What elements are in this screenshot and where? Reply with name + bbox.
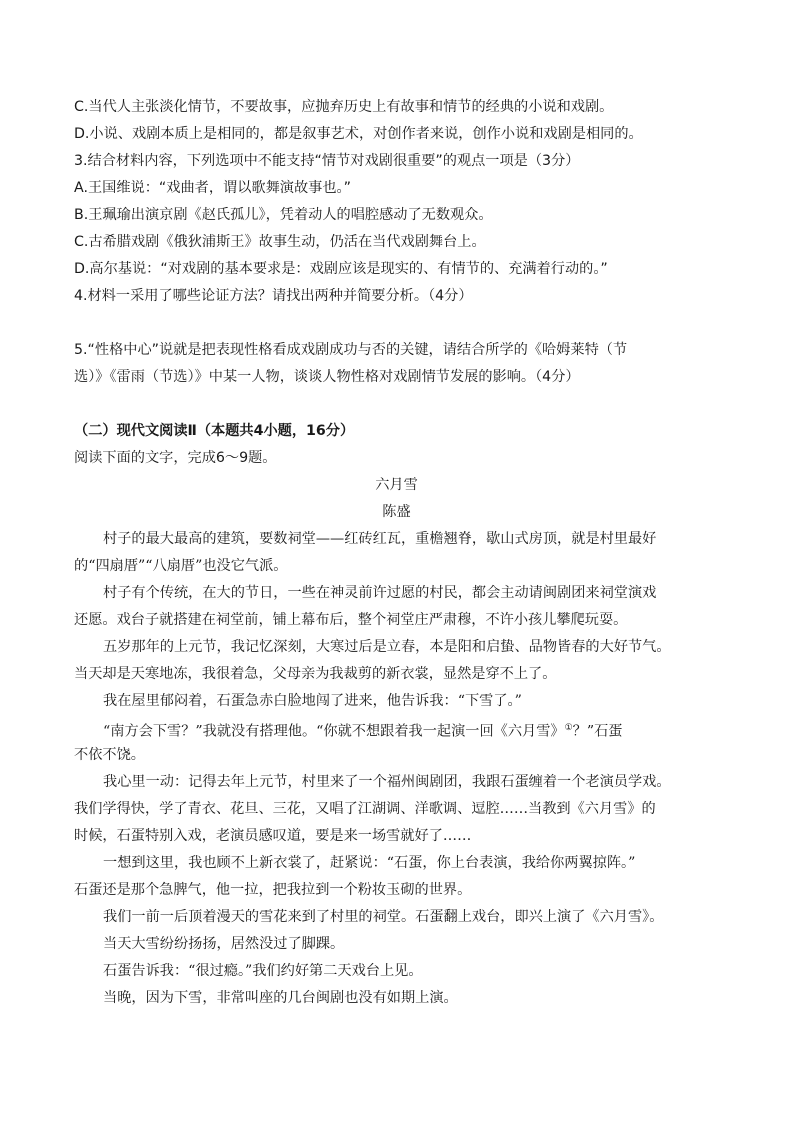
question-3: 3.结合材料内容，下列选项中不能支持“情节对戏剧很重要”的观点一项是（3分） — [74, 153, 580, 169]
option-d-q2: D.小说、戏剧本质上是相同的，都是叙事艺术，对创作者来说，创作小说和戏剧是相同的。 — [74, 126, 643, 142]
question-5-line-1: 5.“性格中心”说就是把表现性格看成戏剧成功与否的关键，请结合所学的《哈姆莱特（节 — [74, 342, 628, 358]
story-line: 我在屋里郁闷着，石蛋急赤白脸地闯了进来，他告诉我：“下雪了。” — [103, 693, 522, 709]
section-heading: （二）现代文阅读Ⅱ（本题共4小题，16分） — [74, 423, 355, 439]
story-line: 五岁那年的上元节，我记忆深刻，大寒过后是立春，本是阳和启蛰、品物皆春的大好节气。 — [103, 639, 671, 655]
story-author: 陈盛 — [382, 504, 411, 520]
story-title: 六月雪 — [375, 477, 418, 493]
story-line: 一想到这里，我也顾不上新衣裳了，赶紧说：“石蛋，你上台表演，我给你两翼掠阵。” — [103, 855, 636, 871]
story-line: 村子有个传统，在大的节日，一些在神灵前许过愿的村民，都会主动请闽剧团来祠堂演戏 — [103, 585, 657, 601]
reading-instruction: 阅读下面的文字，完成6～9题。 — [74, 450, 277, 466]
story-line: 不依不饶。 — [74, 747, 145, 763]
option-d-q3: D.高尔基说：“对戏剧的基本要求是：戏剧应该是现实的、有情节的、充满着行动的。” — [74, 261, 608, 277]
footnote-marker: ① — [564, 723, 573, 733]
story-line: 石蛋告诉我：“很过瘾。”我们约好第二天戏台上见。 — [103, 963, 423, 979]
option-a-q3: A.王国维说：“戏曲者，谓以歌舞演故事也。” — [74, 180, 351, 196]
story-line — [103, 718, 622, 742]
story-line: 当天却是天寒地冻，我很着急，父母亲为我裁剪的新衣裳，显然是穿不上了。 — [74, 666, 557, 682]
story-line: 还愿。戏台子就搭建在祠堂前，铺上幕布后，整个祠堂庄严肃穆，不许小孩儿攀爬玩耍。 — [74, 612, 628, 628]
story-line-text: ？”石蛋 — [572, 723, 623, 740]
option-c-q2: C.当代人主张淡化情节，不要故事，应抛弃历史上有故事和情节的经典的小说和戏剧。 — [74, 99, 614, 115]
story-line: 当天大雪纷纷扬扬，居然没过了脚踝。 — [103, 936, 345, 952]
question-5-line-2: 选）》《雷雨（节选）》中某一人物，谈谈人物性格对戏剧情节发展的影响。（4分） — [74, 369, 580, 385]
question-4: 4.材料一采用了哪些论证方法？请找出两种并简要分析。（4分） — [74, 288, 473, 304]
story-line: 我心里一动：记得去年上元节，村里来了一个福州闽剧团，我跟石蛋缠着一个老演员学戏。 — [103, 774, 671, 790]
story-line: 村子的最大最高的建筑，要数祠堂——红砖红瓦，重檐翘脊，歇山式房顶，就是村里最好 — [103, 531, 657, 547]
story-line: 的“四扇厝”“八扇厝”也没它气派。 — [74, 558, 288, 574]
story-line-text: “南方会下雪？”我就没有搭理他。“你就不想跟着我一起演一回《六月雪》 — [103, 723, 565, 740]
story-line: 时候，石蛋特别入戏，老演员感叹道，要是来一场雪就好了…… — [74, 828, 472, 844]
story-line: 石蛋还是那个急脾气，他一拉，把我拉到一个粉妆玉砌的世界。 — [74, 882, 472, 898]
option-b-q3: B.王珮瑜出演京剧《赵氏孤儿》，凭着动人的唱腔感动了无数观众。 — [74, 207, 493, 223]
option-c-q3: C.古希腊戏剧《俄狄浦斯王》故事生动，仍活在当代戏剧舞台上。 — [74, 234, 486, 250]
story-line: 当晚，因为下雪，非常叫座的几台闽剧也没有如期上演。 — [103, 990, 458, 1006]
story-line: 我们一前一后顶着漫天的雪花来到了村里的祠堂。石蛋翻上戏台，即兴上演了《六月雪》。 — [103, 909, 664, 925]
story-line: 我们学得快，学了青衣、花旦、三花，又唱了江湖调、洋歌调、逗腔……当教到《六月雪》的 — [74, 801, 656, 817]
